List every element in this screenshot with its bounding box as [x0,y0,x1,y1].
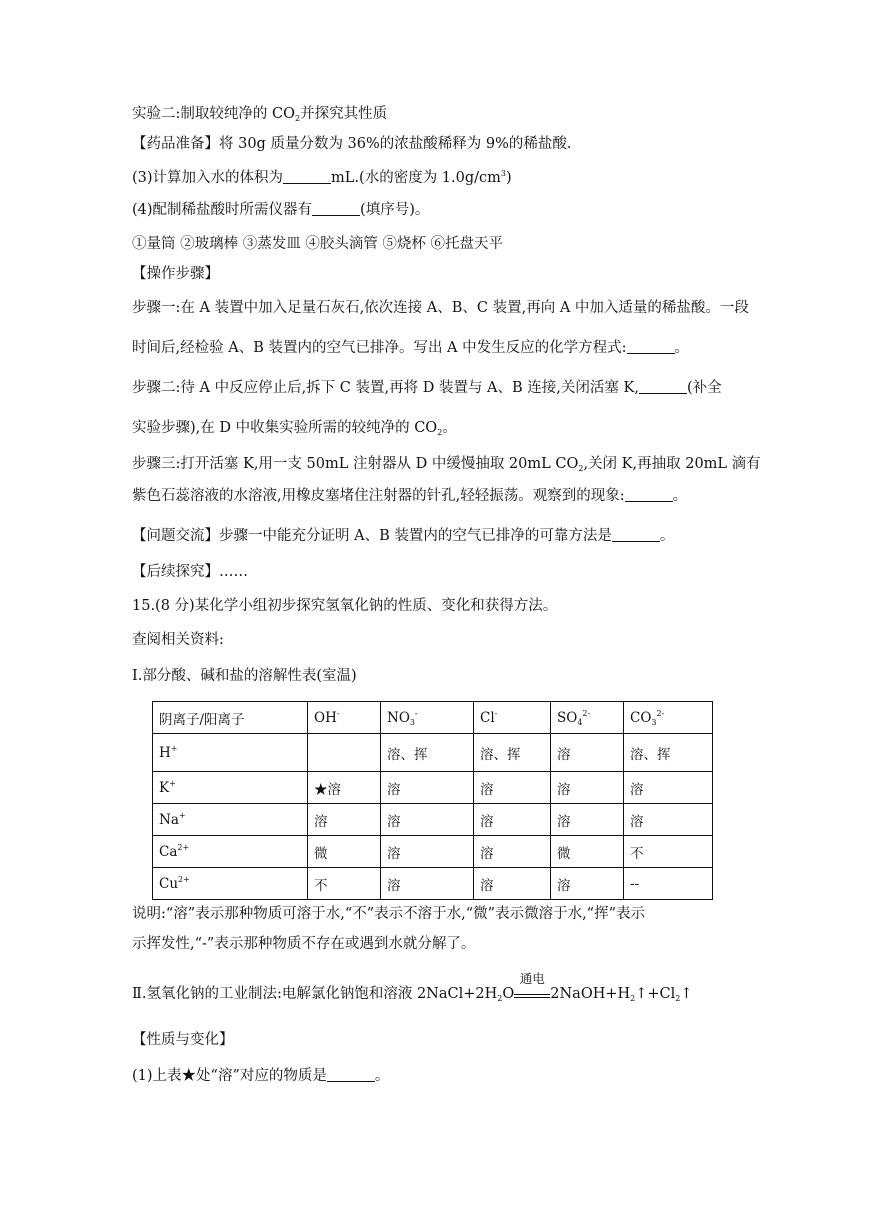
industrial-method: Ⅱ.氢氧化钠的工业制法:电解氯化钠饱和溶液 $2NaCl+2H_2O$ 通电 $2NaOH+H_2↑+Cl_2↑$ [132,971,693,1003]
table-cell: 溶 [381,836,474,868]
answer-blank[interactable] [312,201,360,216]
answer-blank[interactable] [627,339,675,354]
question-15-title: 15.(8 分)某化学小组初步探究氢氧化钠的性质、变化和获得方法。 [132,598,558,614]
followup: 【后续探究】…… [132,564,248,580]
table-cell: 溶、挥 [474,734,551,772]
step2-line2: 实验步骤),在 D 中收集实验所需的较纯净的 $CO_2$。 [132,420,457,437]
lookup-label: 查阅相关资料: [132,632,224,648]
table-cell: 微 [551,836,624,868]
question-3: (3)计算加入水的体积为 mL.(水的密度为 $1.0g/cm^3$) [132,169,512,186]
cation-cell: K+ [153,772,308,804]
table-cell: 溶 [474,772,551,804]
note-line2: 示挥发性,“-”表示那种物质不存在或遇到水就分解了。 [132,936,476,952]
step2-line1: 步骤二:待 A 中反应停止后,拆下 C 装置,再将 D 装置与 A、B 连接,关闭活塞 K, (补全 [132,380,722,396]
discussion: 【问题交流】步骤一中能充分证明 A、B 装置内的空气已排净的可靠方法是 。 [132,528,675,544]
table-cell: 溶 [551,734,624,772]
header-cell: $SO_4^{2-}$ [551,702,624,734]
table-cell [308,734,381,772]
cation-cell: Na+ [153,804,308,836]
header-cell: 阴离子/阳离子 [153,702,308,734]
cation-cell: H+ [153,734,308,772]
table-cell: 溶 [308,804,381,836]
table-cell: 溶 [474,836,551,868]
answer-blank[interactable] [639,379,687,394]
table-cell: 溶 [551,772,624,804]
question-4: (4)配制稀盐酸时所需仪器有 (填序号)。 [132,202,430,218]
table-row [153,804,713,836]
table-cell: 溶 [551,868,624,900]
note-line1: 说明:“溶”表示那种物质可溶于水,“不”表示不溶于水,“微”表示微溶于水,“挥”表示 [132,906,646,922]
step3-line2: 紫色石蕊溶液的水溶液,用橡皮塞堵住注射器的针孔,轻轻振荡。观察到的现象: 。 [132,488,688,504]
table-cell: 溶、挥 [624,734,713,772]
table-cell: 溶 [474,868,551,900]
table-title: Ⅰ.部分酸、碱和盐的溶解性表(室温) [132,668,357,684]
question-1: (1)上表★处“溶”对应的物质是 。 [132,1068,390,1084]
table-cell: 溶 [624,804,713,836]
table-cell: 溶 [381,772,474,804]
answer-blank[interactable] [625,487,673,502]
instrument-options: ①量筒 ②玻璃棒 ③蒸发皿 ④胶头滴管 ⑤烧杯 ⑥托盘天平 [132,236,504,252]
table-cell: 溶、挥 [381,734,474,772]
answer-blank[interactable] [283,169,331,184]
table-header-row [153,702,713,734]
step3-line1: 步骤三:打开活塞 K,用一支 50mL 注射器从 D 中缓慢抽取 20mL $CO_2$,关闭 K,再抽取 20mL 滴有 [132,456,761,473]
table-cell: 不 [624,836,713,868]
table-row [153,734,713,772]
table-cell: 溶 [381,804,474,836]
steps-header: 【操作步骤】 [132,266,219,282]
step1-line2: 时间后,经检验 A、B 装置内的空气已排净。写出 A 中发生反应的化学方程式: 。 [132,340,690,356]
table-cell: 微 [308,836,381,868]
table-row [153,868,713,900]
solubility-table [152,701,713,900]
header-cell: $NO_3^-$ [381,702,474,734]
table-cell: 不 [308,868,381,900]
table-cell: 溶 [474,804,551,836]
cation-cell: $Cu^{2+}$ [153,868,308,900]
answer-blank[interactable] [612,527,660,542]
header-cell: Cl- [474,702,551,734]
reagent-prep: 【药品准备】将 30g 质量分数为 36%的浓盐酸稀释为 9%的稀盐酸. [132,136,572,152]
step1-line1: 步骤一:在 A 装置中加入足量石灰石,依次连接 A、B、C 装置,再向 A 中加入适量的稀盐酸。一段 [132,300,749,316]
table-row [153,836,713,868]
table-cell: 溶 [381,868,474,900]
table-row [153,772,713,804]
cation-cell: $Ca^{2+}$ [153,836,308,868]
table-cell: -- [624,868,713,900]
header-cell: $CO_3^{2-}$ [624,702,713,734]
props-header: 【性质与变化】 [132,1032,234,1048]
table-cell: 溶 [551,804,624,836]
reaction-condition: 通电 [514,986,550,998]
table-cell: 溶 [624,772,713,804]
exp2-title: 实验二:制取较纯净的 $CO_2$并探究其性质 [132,106,388,123]
table-cell: ★溶 [308,772,381,804]
header-cell: OH- [308,702,381,734]
answer-blank[interactable] [327,1067,375,1082]
